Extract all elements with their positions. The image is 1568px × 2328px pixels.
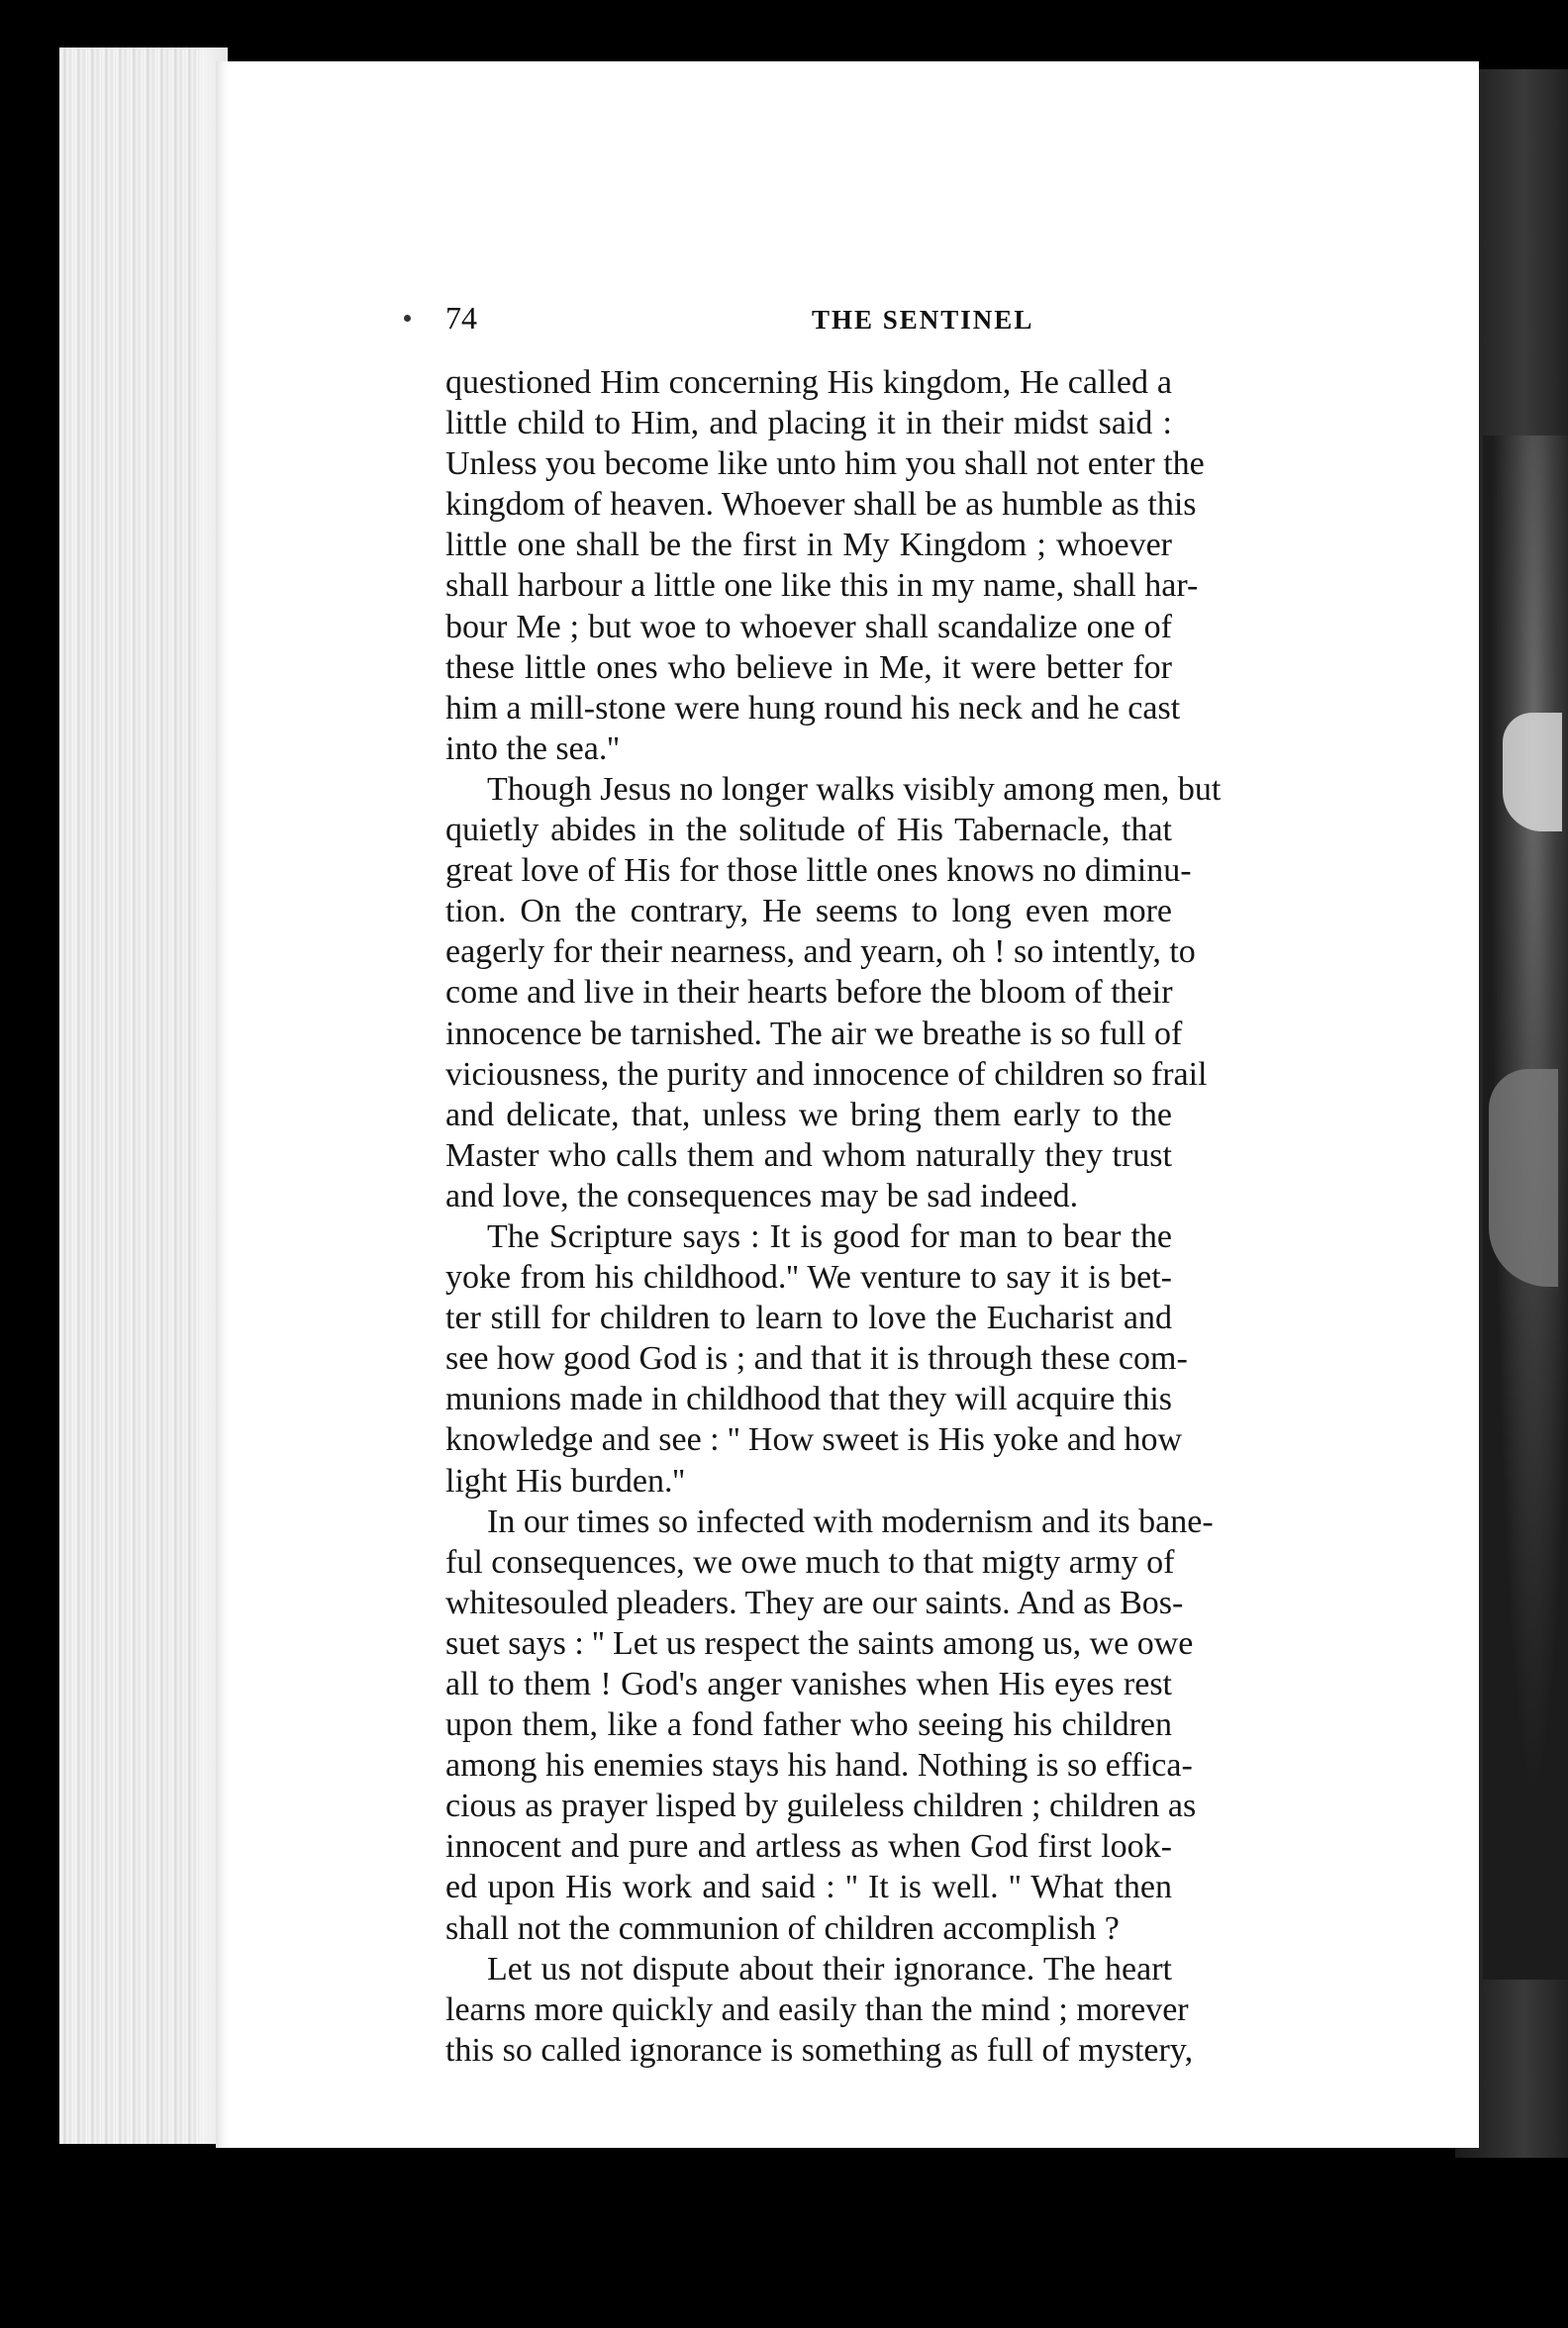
text-line: cious as prayer lisped by guileless children ; children as bbox=[445, 1788, 1197, 1825]
stacked-page-edges bbox=[59, 48, 228, 2144]
text-line: The Scripture says : It is good for man to bear the bbox=[487, 1217, 1172, 1255]
text-line: little one shall be the first in My Kingdom ; whoever bbox=[445, 527, 1172, 564]
text-line: and love, the consequences may be sad indeed. bbox=[445, 1177, 1079, 1214]
text-line: and delicate, that, unless we bring them early to the bbox=[445, 1096, 1172, 1133]
margin-dot bbox=[404, 315, 411, 322]
body-text bbox=[445, 362, 1222, 2071]
text-line: yoke from his childhood.'' We venture to say it is bet- bbox=[445, 1259, 1172, 1297]
text-line: eagerly for their nearness, and yearn, oh ! so intently, to bbox=[445, 933, 1196, 971]
page-number: 74 bbox=[445, 300, 477, 336]
text-line: tion. On the contrary, He seems to long even more bbox=[445, 893, 1172, 930]
facing-page-photograph bbox=[1483, 436, 1568, 1980]
running-head bbox=[216, 295, 1479, 344]
text-line: this so called ignorance is something as full of mystery, bbox=[445, 2031, 1194, 2069]
text-line: light His burden.'' bbox=[445, 1462, 685, 1500]
text-line: shall not the communion of children accomplish ? bbox=[445, 1909, 1120, 1947]
text-line: Unless you become like unto him you shall not enter the bbox=[445, 445, 1205, 483]
text-line: these little ones who believe in Me, it were better for bbox=[445, 648, 1172, 686]
text-line: quietly abides in the solitude of His Tabernacle, that bbox=[445, 812, 1172, 849]
text-line: shall harbour a little one like this in my name, shall har- bbox=[445, 567, 1199, 605]
text-line: Let us not dispute about their ignorance. The heart bbox=[487, 1950, 1172, 1988]
text-line: kingdom of heaven. Whoever shall be as humble as this bbox=[445, 486, 1197, 524]
text-line: see how good God is ; and that it is through these com- bbox=[445, 1340, 1188, 1378]
text-line: come and live in their hearts before the bloom of their bbox=[445, 974, 1173, 1012]
text-line: little child to Him, and placing it in their midst said : bbox=[445, 405, 1172, 442]
text-line: among his enemies stays his hand. Nothing is so effica- bbox=[445, 1747, 1193, 1785]
text-line: whitesouled pleaders. They are our saints. And as Bos- bbox=[445, 1584, 1184, 1621]
book-page bbox=[216, 61, 1479, 2148]
journal-title: THE SENTINEL bbox=[812, 305, 1034, 335]
text-line: In our times so infected with modernism and its bane- bbox=[487, 1503, 1214, 1540]
text-line: Master who calls them and whom naturally they trust bbox=[445, 1136, 1172, 1174]
text-line: learns more quickly and easily than the mind ; morever bbox=[445, 1990, 1189, 2028]
text-line: Though Jesus no longer walks visibly among men, but bbox=[487, 770, 1222, 808]
text-line: questioned Him concerning His kingdom, He called a bbox=[445, 364, 1172, 401]
text-line: ter still for children to learn to love the Eucharist and bbox=[445, 1300, 1172, 1337]
text-line: knowledge and see : '' How sweet is His yoke and how bbox=[445, 1421, 1183, 1459]
text-line: munions made in childhood that they will acquire this bbox=[445, 1381, 1172, 1418]
text-line: bour Me ; but woe to whoever shall scandalize one of bbox=[445, 608, 1172, 645]
text-line: ed upon His work and said : '' It is well. '' What then bbox=[445, 1869, 1172, 1906]
text-line: innocent and pure and artless as when God first look- bbox=[445, 1828, 1172, 1866]
text-line: innocence be tarnished. The air we breathe is so full of bbox=[445, 1015, 1183, 1052]
text-line: great love of His for those little ones knows no diminu- bbox=[445, 852, 1192, 890]
text-line: into the sea.'' bbox=[445, 729, 620, 767]
text-line: him a mill-stone were hung round his neck and he cast bbox=[445, 689, 1181, 727]
text-line: all to them ! God's anger vanishes when His eyes rest bbox=[445, 1666, 1172, 1702]
text-line: ful consequences, we owe much to that migty army of bbox=[445, 1543, 1175, 1581]
text-line: viciousness, the purity and innocence of children so frail bbox=[445, 1055, 1208, 1093]
text-line: upon them, like a fond father who seeing his children bbox=[445, 1706, 1172, 1744]
text-line: suet says : '' Let us respect the saints among us, we owe bbox=[445, 1624, 1194, 1662]
